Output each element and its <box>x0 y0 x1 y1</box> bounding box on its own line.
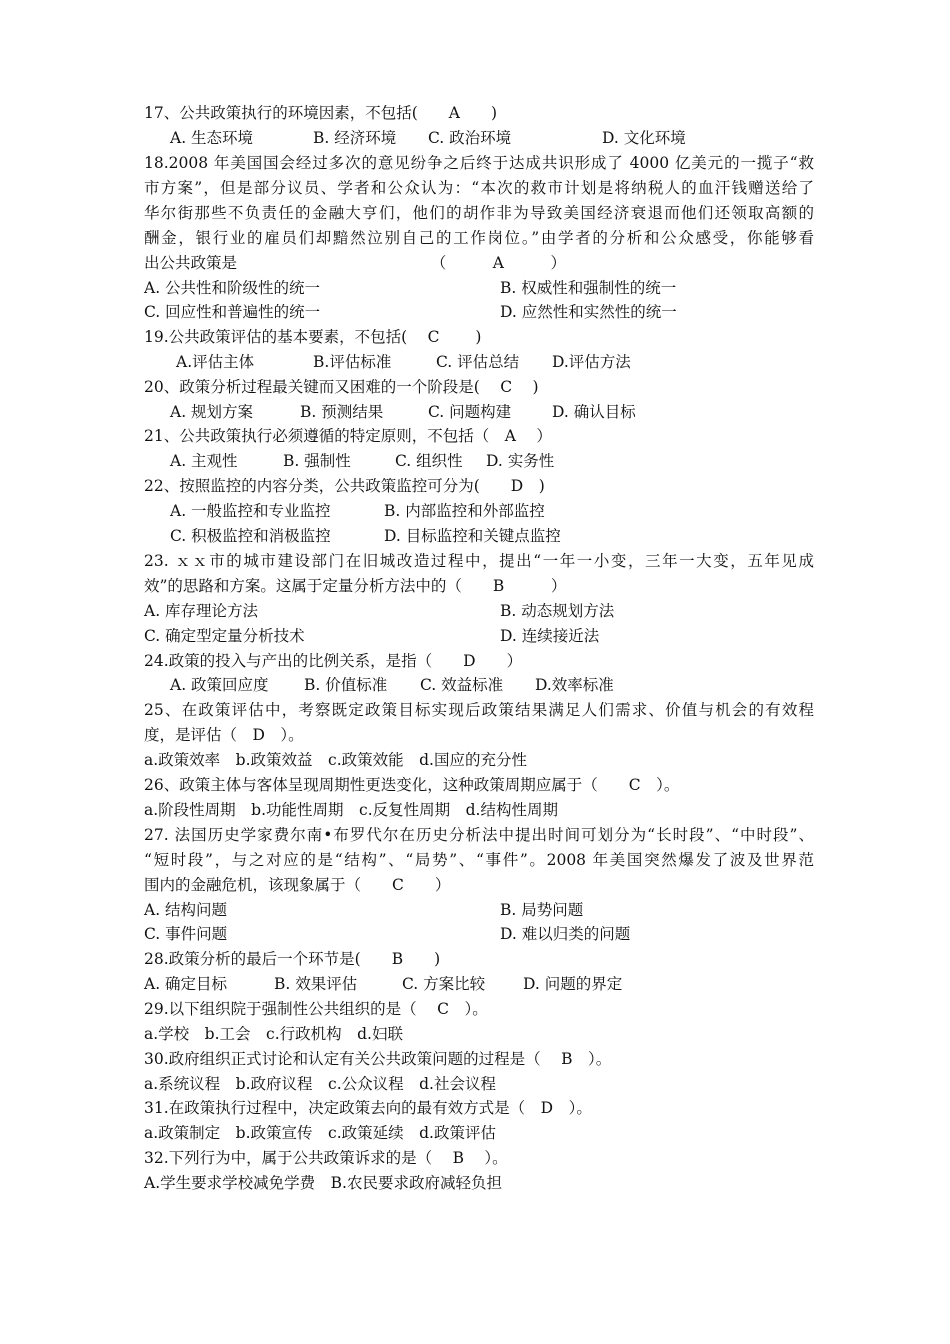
q20-option-c: C. 问题构建 <box>428 403 512 421</box>
q24-option-b: B. 价值标准 <box>304 676 388 694</box>
q18-option-c: C. 回应性和普遍性的统一 <box>144 303 321 321</box>
q17-option-c: C. 政治环境 <box>428 129 512 147</box>
q22-option-d: D. 目标监控和关键点监控 <box>384 527 561 545</box>
q28-option-a: A. 确定目标 <box>144 975 228 993</box>
q17-option-d: D. 文化环境 <box>602 129 686 147</box>
q24-option-c: C. 效益标准 <box>420 676 504 694</box>
q20-option-a: A. 规划方案 <box>170 403 254 421</box>
q32-stem: 32.下列行为中，属于公共政策诉求的是（ B ）。 <box>144 1149 508 1167</box>
q18-option-d: D. 应然性和实然性的统一 <box>500 303 677 321</box>
q27-option-d: D. 难以归类的问题 <box>500 925 631 943</box>
q28-option-c: C. 方案比较 <box>402 975 486 993</box>
q18-option-b: B. 权威性和强制性的统一 <box>500 279 677 297</box>
q17-option-b: B. 经济环境 <box>313 129 397 147</box>
q19-stem: 19.公共政策评估的基本要素，不包括( C ) <box>144 328 482 346</box>
q26-stem: 26、政策主体与客体呈现周期性更迭变化，这种政策周期应属于（ C ）。 <box>144 776 680 794</box>
q20-option-b: B. 预测结果 <box>300 403 384 421</box>
q28-stem: 28.政策分析的最后一个环节是( B ) <box>144 950 441 968</box>
q27-line-1: 27. 法国历史学家费尔南•布罗代尔在历史分析法中提出时间可划分为“长时段”、“中时段”、 <box>144 826 814 844</box>
q18-line-1: 18.2008 年美国国会经过多次的意见纷争之后终于达成共识形成了 4000 亿美元的一揽子“救 <box>144 154 814 172</box>
q22-option-a: A. 一般监控和专业监控 <box>170 502 331 520</box>
q18-option-a: A. 公共性和阶级性的统一 <box>144 279 321 297</box>
q23-option-c: C. 确定型定量分析技术 <box>144 627 305 645</box>
q22-option-c: C. 积极监控和消极监控 <box>170 527 331 545</box>
q20-stem: 20、政策分析过程最关键而又困难的一个阶段是( C ) <box>144 378 539 396</box>
q18-line-4: 酬金，银行业的雇员们却黯然泣别自己的工作岗位。”由学者的分析和公众感受，你能够看 <box>144 229 814 247</box>
q20-option-d: D. 确认目标 <box>552 403 636 421</box>
q22-option-b: B. 内部监控和外部监控 <box>384 502 545 520</box>
q25-options: a.政策效率 b.政策效益 c.政策效能 d.国应的充分性 <box>144 751 527 769</box>
q23-option-b: B. 动态规划方法 <box>500 602 615 620</box>
q28-option-b: B. 效果评估 <box>274 975 358 993</box>
q19-option-c: C. 评估总结 <box>436 353 520 371</box>
q19-option-b: B.评估标准 <box>313 353 392 371</box>
q31-options: a.政策制定 b.政策宣传 c.政策延续 d.政策评估 <box>144 1124 496 1142</box>
q17-option-a: A. 生态环境 <box>170 129 254 147</box>
q27-line-2: “短时段”，与之对应的是“结构”、“局势”、“事件”。2008 年美国突然爆发了波及世界范 <box>144 851 814 869</box>
q23-option-d: D. 连续接近法 <box>500 627 600 645</box>
q27-option-a: A. 结构问题 <box>144 901 228 919</box>
q25-line-1: 25、在政策评估中，考察既定政策目标实现后政策结果满足人们需求、价值与机会的有效程 <box>144 701 814 719</box>
q21-option-d: D. 实务性 <box>486 452 555 470</box>
q23-line-2: 效”的思路和方案。这属于定量分析方法中的（ B ） <box>144 577 567 595</box>
q32-options: A.学生要求学校减免学费 B.农民要求政府减轻负担 <box>144 1174 502 1192</box>
q18-line-5: 出公共政策是 （ A ） <box>144 254 566 272</box>
q23-option-a: A. 库存理论方法 <box>144 602 259 620</box>
q29-options: a.学校 b.工会 c.行政机构 d.妇联 <box>144 1025 403 1043</box>
q28-option-d: D. 问题的界定 <box>523 975 623 993</box>
q18-line-3: 华尔街那些不负责任的金融大亨们，他们的胡作非为导致美国经济衰退而他们还领取高额的 <box>144 204 814 222</box>
q19-option-d: D.评估方法 <box>552 353 631 371</box>
q17-stem: 17、公共政策执行的环境因素，不包括( A ) <box>144 104 498 122</box>
q18-line-2: 市方案”，但是部分议员、学者和公众认为：“本次的救市计划是将纳税人的血汗钱赠送给了 <box>144 179 814 197</box>
q29-stem: 29.以下组织院于强制性公共组织的是（ C ）。 <box>144 1000 488 1018</box>
q19-option-a: A.评估主体 <box>176 353 255 371</box>
q24-stem: 24.政策的投入与产出的比例关系，是指（ D ） <box>144 652 523 670</box>
q24-option-a: A. 政策回应度 <box>170 676 269 694</box>
q21-option-c: C. 组织性 <box>395 452 463 470</box>
q31-stem: 31.在政策执行过程中，决定政策去向的最有效方式是（ D ）。 <box>144 1099 592 1117</box>
q21-stem: 21、公共政策执行必须遵循的特定原则，不包括（ A ） <box>144 427 552 445</box>
q30-options: a.系统议程 b.政府议程 c.公众议程 d.社会议程 <box>144 1075 496 1093</box>
q25-line-2: 度，是评估（ D ）。 <box>144 726 304 744</box>
q21-option-a: A. 主观性 <box>170 452 238 470</box>
q23-line-1: 23. ｘｘ市的城市建设部门在旧城改造过程中，提出“一年一小变，三年一大变，五年见成 <box>144 552 814 570</box>
q24-option-d: D.效率标准 <box>535 676 614 694</box>
q30-stem: 30.政府组织正式讨论和认定有关公共政策问题的过程是（ B ）。 <box>144 1050 612 1068</box>
q27-line-3: 围内的金融危机，该现象属于（ C ） <box>144 876 451 894</box>
q22-stem: 22、按照监控的内容分类，公共政策监控可分为( D ) <box>144 477 545 495</box>
q27-option-b: B. 局势问题 <box>500 901 584 919</box>
q21-option-b: B. 强制性 <box>283 452 351 470</box>
q27-option-c: C. 事件问题 <box>144 925 228 943</box>
q26-options: a.阶段性周期 b.功能性周期 c.反复性周期 d.结构性周期 <box>144 801 558 819</box>
